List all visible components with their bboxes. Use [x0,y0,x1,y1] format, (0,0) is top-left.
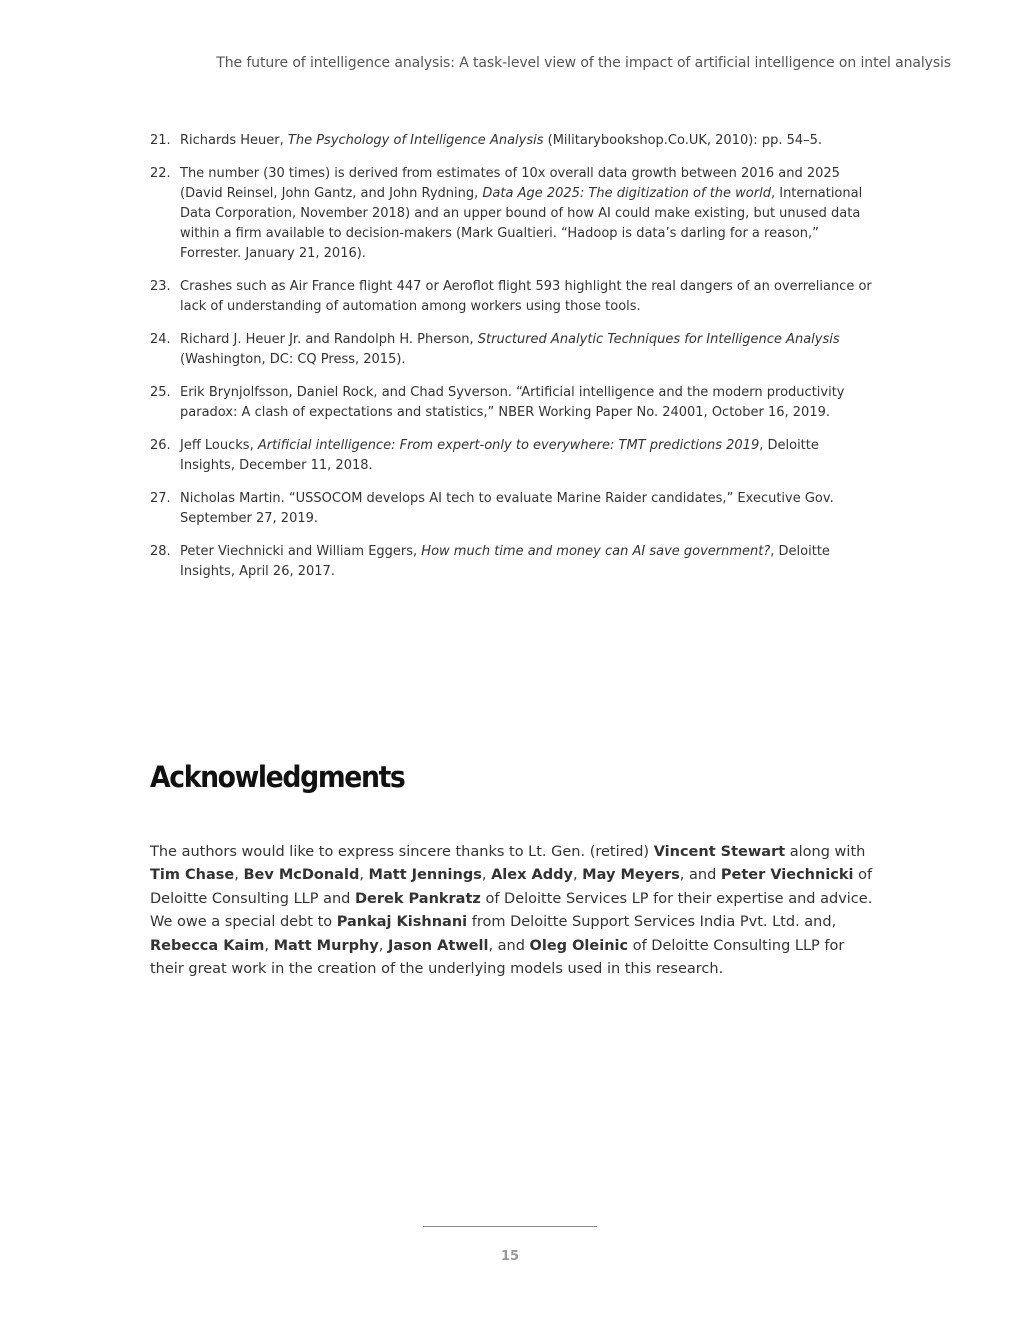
ack-text: of Deloitte Consulting LLP and [150,867,873,907]
endnote-number: 28. [150,544,171,559]
endnote-text: Crashes such as Air France flight 447 or Aeroflot flight 593 highlight the real dangers of an overreliance or lack of understanding of automation among workers using those tools. [180,279,872,314]
ack-person-name: Rebecca Kaim [150,937,265,954]
endnote-text: Erik Brynjolfsson, Daniel Rock, and Chad Syverson. “Artificial intelligence and the modern productivity paradox: A clash of expectations and statistics,” NBER Working Paper No. 24001, October 16, 2019. [180,385,845,420]
endnote-28 [150,542,872,582]
page-number: 15 [500,1249,520,1264]
ack-person-name: Jason Atwell [387,937,489,954]
endnote-text: (Militarybookshop.Co.UK, 2010): pp. 54–5. [543,133,823,148]
ack-person-name: Alex Addy [491,867,573,884]
endnote-21 [150,131,872,151]
endnote-title: Data Age 2025: The digitization of the world [482,186,771,201]
ack-text: , [572,867,583,884]
ack-person-name: Oleg Oleinic [529,937,629,954]
endnote-text: , International Data Corporation, November 2018) and an upper bound of how AI could make existing, but unused data within a firm available to decision-makers (Mark Gualtieri. “Hadoop is data’s darling for a reason,” Forrester. January 21, 2016). [180,186,863,261]
ack-person-name: Pankaj Kishnani [336,914,468,931]
endnote-number: 21. [150,133,171,148]
acknowledgments-heading: Acknowledgments [150,760,405,794]
ack-text: , [481,867,492,884]
endnote-text: The number (30 times) is derived from estimates of 10x overall data growth between 2016 and 2025 (David Reinsel, John Gantz, and John Rydning, [180,166,840,201]
ack-text: of Deloitte Consulting LLP for their great work in the creation of the underlying models used in this research. [150,937,845,978]
ack-text: of Deloitte Services LP for their expertise and advice. We owe a special debt to [150,890,873,931]
endnote-title: Artificial intelligence: From expert-only to everywhere: TMT predictions 2019 [257,438,760,453]
ack-person-name: Derek Pankratz [355,890,481,907]
ack-person-name: Peter Viechnicki [720,867,854,884]
endnote-27 [150,489,872,529]
endnote-23 [150,277,872,317]
endnote-26 [150,436,872,476]
ack-text: , [264,937,274,954]
ack-text: , [234,867,244,884]
endnote-text: Nicholas Martin. “USSOCOM develops AI tech to evaluate Marine Raider candidates,” Executive Gov. September 27, 2019. [180,491,834,526]
acknowledgments-paragraph [150,841,874,981]
endnote-text: Peter Viechnicki and William Eggers, [180,544,422,559]
endnotes-list [150,131,872,595]
endnote-text: Richard J. Heuer Jr. and Randolph H. Pherson, [180,332,478,347]
endnote-25 [150,383,872,423]
ack-text: , [378,937,388,954]
ack-person-name: Matt Jennings [368,867,482,884]
endnote-title: How much time and money can AI save government? [421,544,771,559]
ack-text: from Deloitte Support Services India Pvt. Ltd. and, [467,914,837,931]
endnote-title: The Psychology of Intelligence Analysis [287,133,544,148]
endnote-text: Jeff Loucks, [180,438,258,453]
endnote-title: Structured Analytic Techniques for Intelligence Analysis [477,332,840,347]
endnote-text: , Deloitte Insights, April 26, 2017. [180,544,830,579]
running-header-title: The future of intelligence analysis: A task-level view of the impact of artificial intelligence on intel analysis [216,55,951,71]
endnote-number: 22. [150,166,171,181]
ack-text: , [359,867,369,884]
endnote-number: 23. [150,279,171,294]
ack-person-name: Bev McDonald [243,867,360,884]
footer-divider [423,1226,597,1227]
ack-person-name: May Meyers [582,867,680,884]
ack-person-name: Tim Chase [150,867,235,884]
endnote-number: 25. [150,385,171,400]
endnote-text: , Deloitte Insights, December 11, 2018. [180,438,819,473]
endnote-number: 26. [150,438,171,453]
endnote-22 [150,164,872,264]
endnote-text: Richards Heuer, [180,133,288,148]
endnote-number: 24. [150,332,171,347]
ack-text: The authors would like to express sincere thanks to Lt. Gen. (retired) [150,844,654,860]
endnote-24 [150,330,872,370]
endnote-number: 27. [150,491,171,506]
endnote-text: (Washington, DC: CQ Press, 2015). [180,352,406,367]
ack-text: , and [488,937,530,954]
ack-person-name: Vincent Stewart [653,844,786,860]
ack-text: along with [785,844,866,860]
ack-text: , and [679,867,721,884]
ack-person-name: Matt Murphy [273,937,379,954]
